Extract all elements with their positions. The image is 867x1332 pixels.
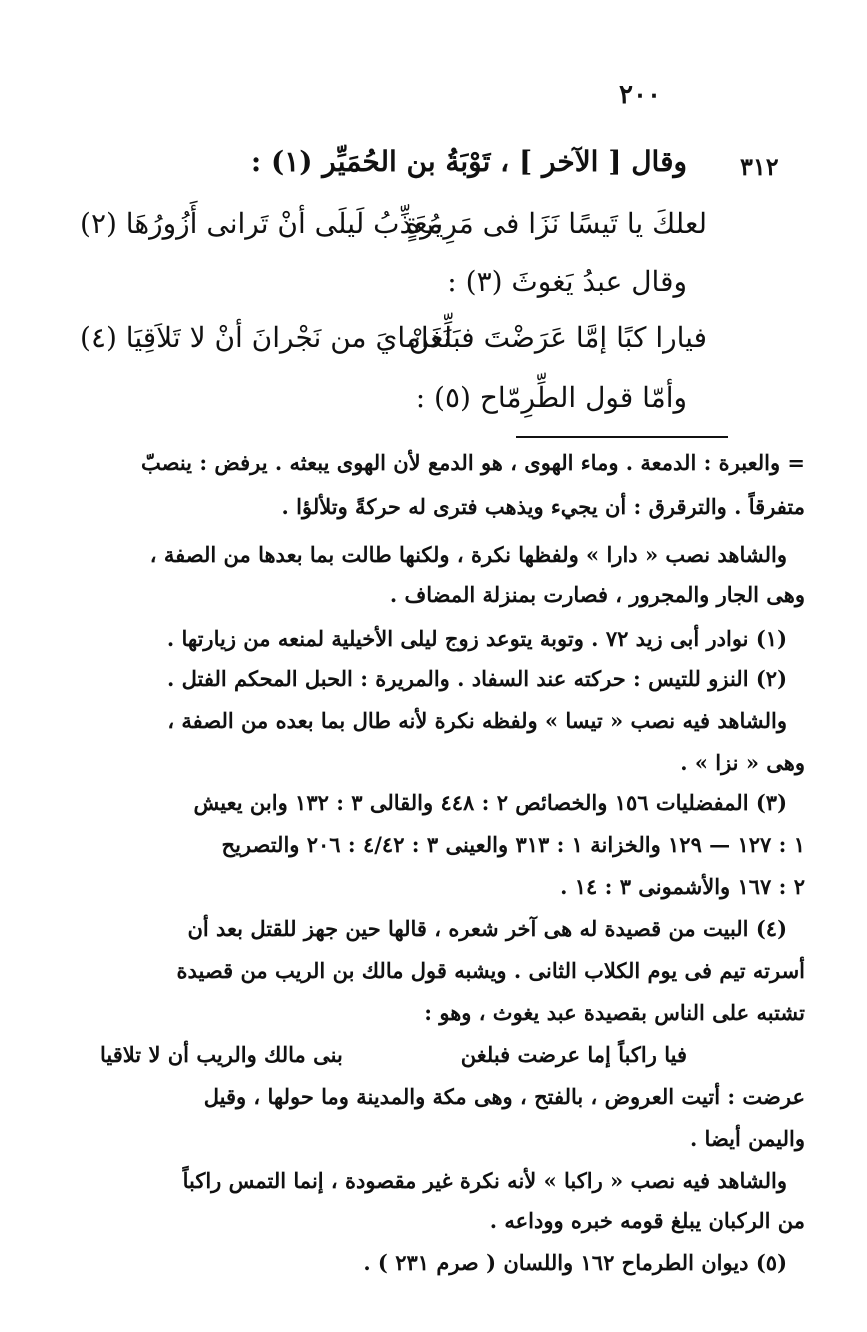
footnote-line: = والعبرة : الدمعة . وماء الهوى ، هو الدمع لأن الهوى يبعثه . يرفض : ينصبّ [141, 450, 805, 475]
footnote-line: والشاهد فيه نصب « راكبا » لأنه نكرة غير مقصودة ، إنما التمس راكباً [182, 1168, 787, 1193]
speaker-tirimmah: وأمّا قول الطِّرِمّاح (٥) : [415, 381, 687, 414]
entry-number: ٣١٢ [740, 152, 779, 181]
footnote-line: أسرته تيم فى يوم الكلاب الثانى . ويشبه قول مالك بن الريب من قصيدة [176, 958, 805, 983]
footnote-line: والشاهد نصب « دارا » ولفظها نكرة ، ولكنها طالت بما بعدها من الصفة ، [149, 542, 787, 567]
footnote-3: (٣) المفضليات ١٥٦ والخصائص ٢ : ٤٤٨ والقالى ٣ : ١٣٢ وابن يعيش [193, 790, 787, 815]
footnote-separator [516, 436, 728, 438]
footnote-2: (٢) النزو للتيس : حركته عند السفاد . والمريرة : الحبل المحكم الفتل . [167, 666, 787, 691]
verse1-second-hemistich: مُعَذِّبُ لَيلَى أنْ تَرانى أَزُورُهَا (٢) [80, 207, 443, 240]
footnote-line: ١ : ١٢٧ — ١٢٩ والخزانة ١ : ٣١٣ والعينى ٣ : ٤/٤٢ : ٢٠٦ والتصريح [221, 832, 805, 857]
speaker-abd-yaghuth: وقال عبدُ يَغوثَ (٣) : [447, 265, 687, 298]
footnote-line: ٢ : ١٦٧ والأشمونى ٣ : ١٤ . [560, 874, 805, 899]
footnote-line: وهى الجار والمجرور ، فصارت بمنزلة المضاف . [389, 582, 805, 607]
quoted-verse-first-hemistich: فيا راكباً إما عرضت فبلغن [460, 1042, 687, 1067]
footnote-line: من الركبان يبلغ قومه خبره ووداعه . [489, 1208, 805, 1233]
footnote-5: (٥) ديوان الطرماح ١٦٢ واللسان ( صرم ٢٣١ ) . [363, 1250, 787, 1275]
page-number: ٢٠٠ [619, 80, 661, 110]
intro-line: وقال [ الآخر ] ، تَوْبَةُ بن الحُمَيِّر (١) : [250, 145, 687, 178]
verse2-second-hemistich: نَدامايَ من نَجْرانَ أنْ لا تَلاَقِيَا (٤) [80, 321, 452, 354]
footnote-1: (١) نوادر أبى زيد ٧٢ . وتوبة يتوعد زوج ليلى الأخيلية لمنعه من زيارتها . [166, 626, 787, 651]
footnote-line: متفرقاً . والترقرق : أن يجيء ويذهب فترى له حركةً وتلألؤا . [281, 494, 805, 519]
quoted-verse-second-hemistich: بنى مالك والريب أن لا تلاقيا [100, 1042, 343, 1067]
verse1-first-hemistich: لعلكَ يا تَيسًا نَزَا فى مَرِيرةٍ [405, 207, 707, 240]
footnote-line: وهى « نزا » . [680, 750, 805, 775]
footnote-line: والشاهد فيه نصب « تيسا » ولفظه نكرة لأنه طال بما بعده من الصفة ، [167, 708, 787, 733]
footnote-line: عرضت : أتيت العروض ، بالفتح ، وهى مكة والمدينة وما حولها ، وقيل [203, 1084, 805, 1109]
footnote-4: (٤) البيت من قصيدة له هى آخر شعره ، قالها حين جهز للقتل بعد أن [187, 916, 787, 941]
footnote-line: واليمن أيضا . [689, 1126, 805, 1151]
footnote-line: تشتبه على الناس بقصيدة عبد يغوث ، وهو : [424, 1000, 805, 1025]
verse2-first-hemistich: فيارا كبًا إمَّا عَرَضْتَ فبَلِّغَنْ [408, 321, 707, 354]
